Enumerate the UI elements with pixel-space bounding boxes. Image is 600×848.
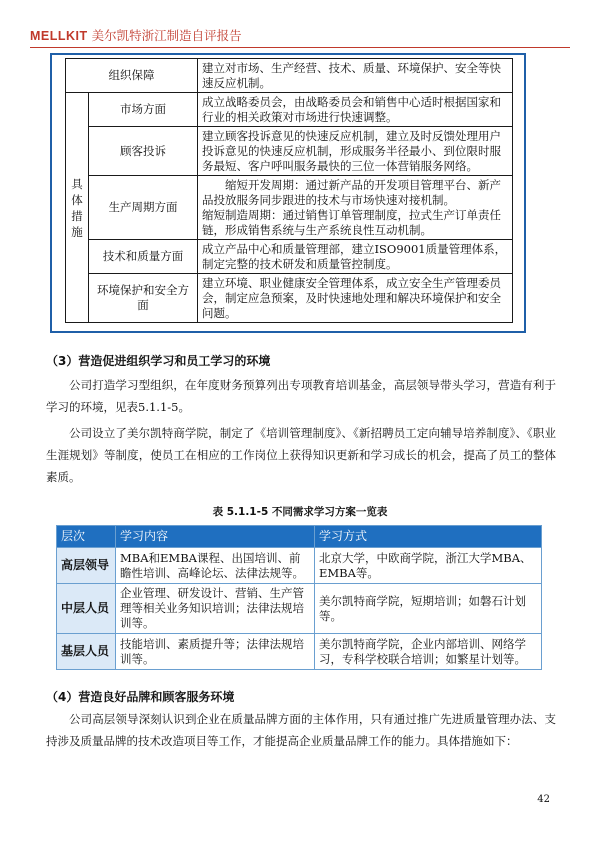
report-title: 浙江制造自评报告 bbox=[141, 28, 242, 43]
text-tech-quality: 成立产品中心和质量管理部，建立ISO9001质量管理体系，制定完整的技术研发和质量管控制度。 bbox=[198, 240, 513, 274]
section3-paragraph-2: 公司设立了美尔凯特商学院，制定了《培训管理制度》、《新招聘员工定向辅导培养制度》、《职业生涯规划》等制度，使员工在相应的工作岗位上获得知识更新和学习成长的机会，提高了员工的整体素质。 bbox=[46, 426, 556, 484]
method-senior: 北京大学，中欧商学院，浙江大学MBA、EMBA等。 bbox=[315, 548, 542, 584]
method-junior: 美尔凯特商学院，企业内部培训、网络学习，专科学校联合培训；如繁星计划等。 bbox=[315, 634, 542, 670]
measures-label bbox=[66, 93, 89, 323]
method-middle: 美尔凯特商学院，短期培训；如磐石计划等。 bbox=[315, 584, 542, 634]
measures-label-text: 具体措施 bbox=[71, 176, 83, 239]
org-text: 建立对市场、生产经营、技术、质量、环境保护、安全等快速反应机制。 bbox=[198, 59, 513, 93]
text-cycle-mfg: 缩短制造周期：通过销售订单管理制度，拉式生产订单责任链，形成销售系统与生产系统良性互动机制。 bbox=[202, 207, 501, 237]
text-env-safety: 建立环境、职业健康安全管理体系，成立安全生产管理委员会，制定应急预案，及时快速地处理和解决环境保护和安全问题。 bbox=[198, 274, 513, 323]
text-market: 成立战略委员会，由战略委员会和销售中心适时根据国家和行业的相关政策对市场进行快速调整。 bbox=[198, 93, 513, 127]
section4-paragraph-1: 公司高层领导深刻认识到企业在质量品牌方面的主体作用，只有通过推广先进质量管理办法、支持涉及质量品牌的技术改造项目等工作，才能提高企业质量品牌工作的能力。具体措施如下： bbox=[46, 712, 556, 748]
header-method: 学习方式 bbox=[315, 526, 542, 548]
header-content: 学习内容 bbox=[116, 526, 315, 548]
page-header bbox=[30, 26, 242, 44]
level-junior: 基层人员 bbox=[57, 634, 116, 670]
section3-heading: （3）营造促进组织学习和员工学习的环境 bbox=[46, 354, 271, 368]
text-complaints: 建立顾客投诉意见的快速反应机制，建立及时反馈处理用户投诉意见的快速反应机制，形成服务半径最小、到位限时服务最短、客户呼叫服务最快的三位一体营销服务网络。 bbox=[198, 127, 513, 176]
category-market: 市场方面 bbox=[89, 93, 198, 127]
header-level: 层次 bbox=[57, 526, 116, 548]
text-cycle bbox=[198, 176, 513, 240]
table2-caption: 表 5.1.1-5 不同需求学习方案一览表 bbox=[212, 506, 388, 518]
level-senior: 高层领导 bbox=[57, 548, 116, 584]
level-middle: 中层人员 bbox=[57, 584, 116, 634]
category-tech-quality: 技术和质量方面 bbox=[89, 240, 198, 274]
brand-logo-text: MELLKIT bbox=[30, 29, 88, 43]
category-complaints: 顾客投诉 bbox=[89, 127, 198, 176]
text-cycle-dev: 缩短开发周期：通过新产品的开发项目管理平台、新产品投放服务同步跟进的技术与市场快速对接机制。 bbox=[202, 177, 501, 207]
content-junior: 技能培训、素质提升等；法律法规培训等。 bbox=[116, 634, 315, 670]
category-cycle: 生产周期方面 bbox=[89, 176, 198, 240]
content-middle: 企业管理、研发设计、营销、生产管理等相关业务知识培训；法律法规培训等。 bbox=[116, 584, 315, 634]
content-senior: MBA和EMBA课程、出国培训、前瞻性培训、高峰论坛、法律法规等。 bbox=[116, 548, 315, 584]
company-name: 美尔凯特 bbox=[91, 28, 142, 43]
category-env-safety: 环境保护和安全方面 bbox=[89, 274, 198, 323]
org-label: 组织保障 bbox=[66, 59, 198, 93]
header-rule bbox=[30, 47, 570, 48]
section3-paragraph-1: 公司打造学习型组织，在年度财务预算列出专项教育培训基金，高层领导带头学习，营造有利于学习的环境，见表5.1.1-5。 bbox=[46, 378, 556, 414]
page-number: 42 bbox=[537, 794, 550, 805]
section4-heading: （4）营造良好品牌和顾客服务环境 bbox=[46, 690, 235, 704]
measures-table bbox=[65, 58, 513, 323]
learning-plans-table bbox=[56, 525, 542, 670]
